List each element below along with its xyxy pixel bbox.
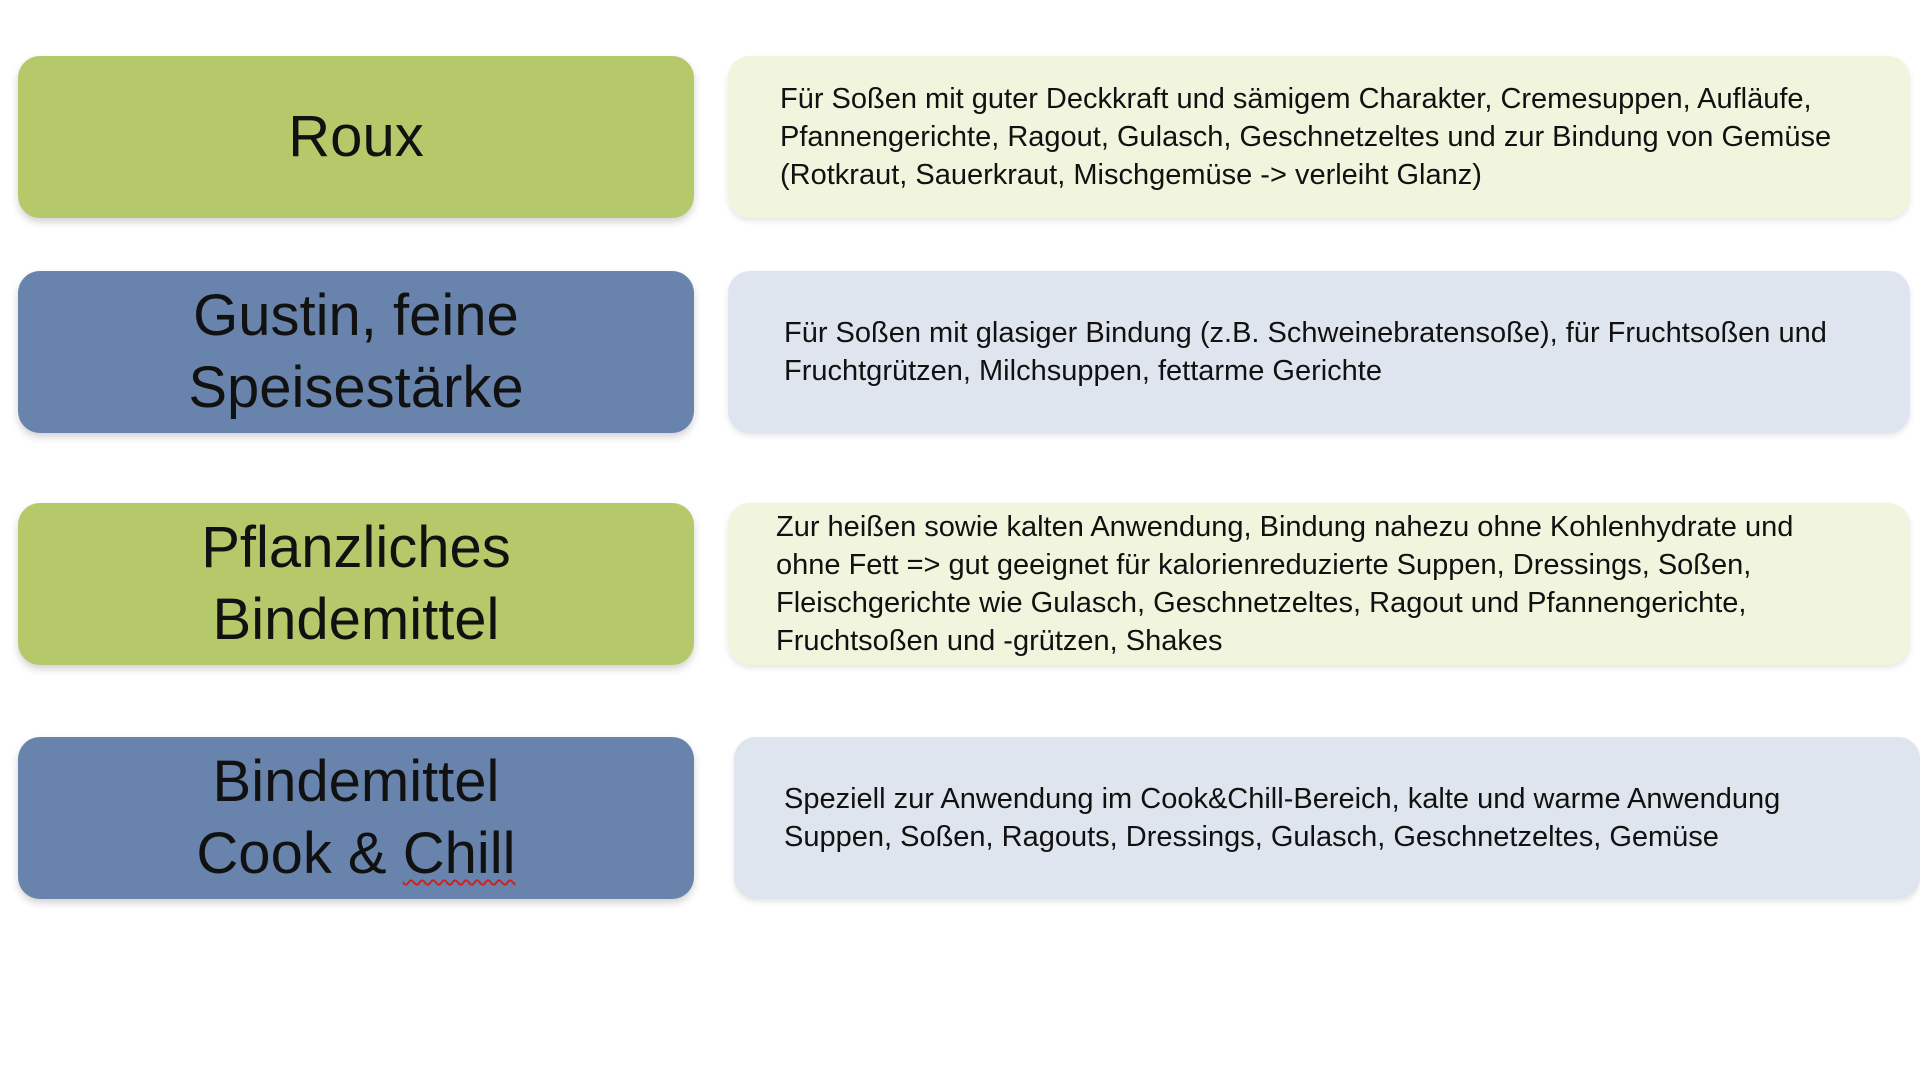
label-text	[188, 280, 523, 424]
description-line: Fleischgerichte wie Gulasch, Geschnetzeltes, Ragout und Pfannengerichte,	[776, 587, 1747, 619]
description-line: Für Soßen mit guter Deckkraft und sämigem Charakter, Cremesuppen, Aufläufe,	[780, 83, 1812, 115]
label-line: Bindemittel	[212, 749, 500, 814]
description-line: (Rotkraut, Sauerkraut, Mischgemüse -> verleiht Glanz)	[780, 159, 1482, 191]
label-text	[201, 512, 510, 656]
label-line	[196, 818, 515, 890]
label-line: Gustin, feine	[193, 283, 519, 348]
description-roux	[728, 56, 1910, 218]
spellcheck-underlined-word: Chill	[402, 821, 516, 886]
label-text	[196, 746, 515, 890]
description-line: Speziell zur Anwendung im Cook&Chill-Bereich, kalte und warme Anwendung	[784, 783, 1781, 815]
description-line: Suppen, Soßen, Ragouts, Dressings, Gulasch, Geschnetzeltes, Gemüse	[784, 821, 1719, 853]
label-line: Bindemittel	[212, 587, 500, 652]
row-gustin	[0, 271, 1920, 433]
row-roux	[0, 56, 1920, 218]
description-text	[776, 508, 1793, 660]
label-text	[288, 101, 423, 173]
description-text	[784, 780, 1780, 856]
label-bindemittel-cook-chill	[18, 737, 694, 899]
label-line: Pflanzliches	[201, 515, 511, 580]
description-bindemittel-cook-chill	[734, 737, 1920, 899]
description-line: Pfannengerichte, Ragout, Gulasch, Geschnetzeltes und zur Bindung von Gemüse	[780, 121, 1832, 153]
description-line: Für Soßen mit glasiger Bindung (z.B. Schweinebratensoße), für Fruchtsoßen und	[784, 317, 1827, 349]
label-line: Speisestärke	[188, 355, 524, 420]
row-pflanzliches-bindemittel	[0, 503, 1920, 665]
description-text	[780, 80, 1831, 194]
label-gustin	[18, 271, 694, 433]
row-bindemittel-cook-chill	[0, 737, 1920, 899]
description-text	[784, 314, 1827, 390]
description-line: Fruchtsoßen und -grützen, Shakes	[776, 625, 1223, 657]
description-pflanzliches-bindemittel	[728, 503, 1910, 665]
label-line: Roux	[288, 104, 424, 169]
description-line: ohne Fett => gut geeignet für kalorienreduzierte Suppen, Dressings, Soßen,	[776, 549, 1752, 581]
description-line: Zur heißen sowie kalten Anwendung, Bindung nahezu ohne Kohlenhydrate und	[776, 511, 1794, 543]
label-roux	[18, 56, 694, 218]
description-gustin	[728, 271, 1910, 433]
label-line-part: Cook &	[196, 821, 403, 886]
label-pflanzliches-bindemittel	[18, 503, 694, 665]
description-line: Fruchtgrützen, Milchsuppen, fettarme Gerichte	[784, 355, 1382, 387]
